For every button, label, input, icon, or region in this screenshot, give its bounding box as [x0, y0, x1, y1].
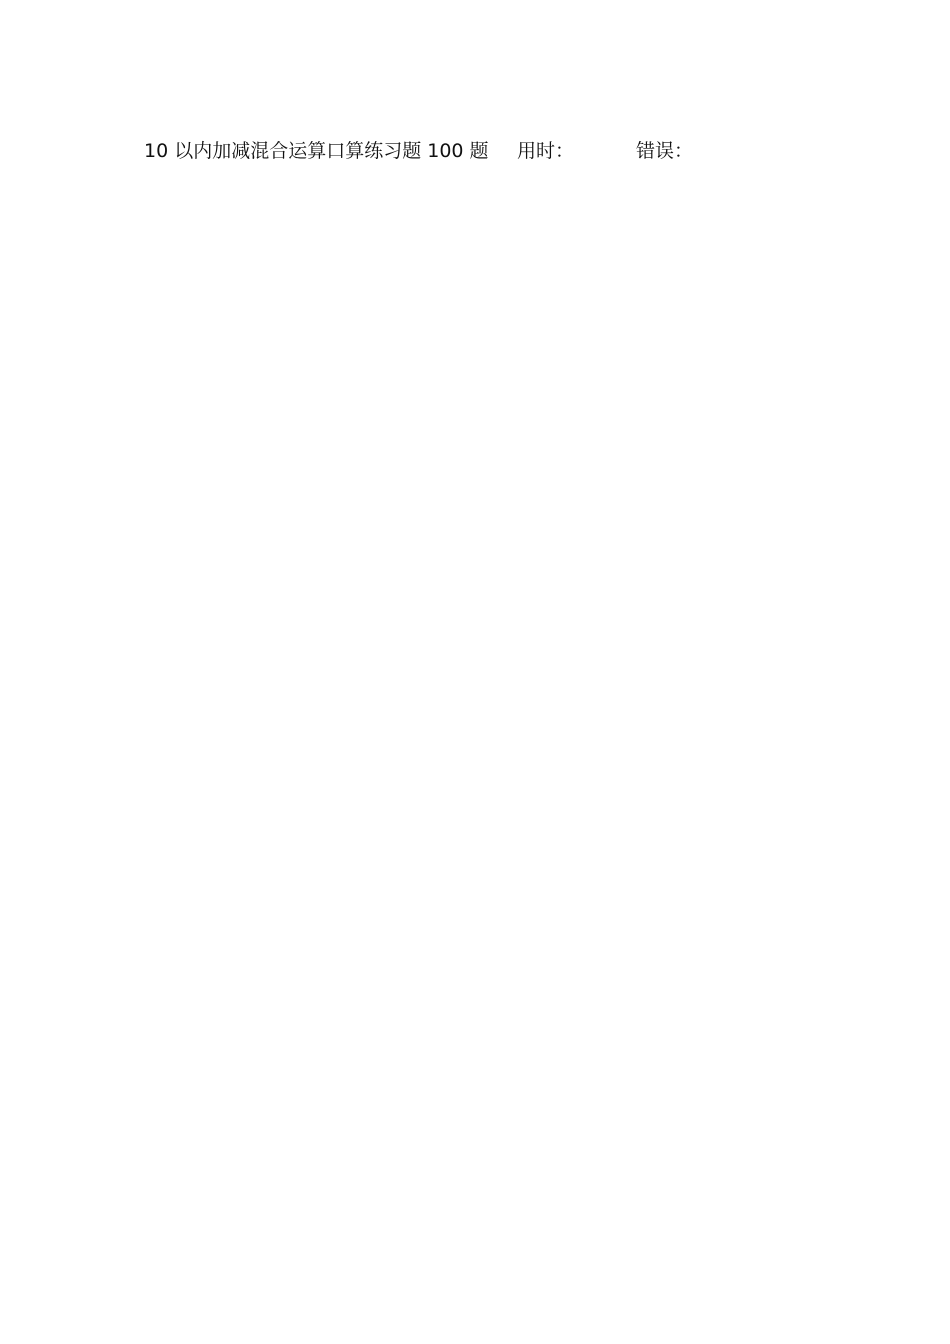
worksheet-title: 10 以内加减混合运算口算练习题 100 题 — [144, 140, 489, 162]
time-used-label: 用时： — [517, 140, 575, 162]
errors-label: 错误： — [636, 140, 694, 162]
